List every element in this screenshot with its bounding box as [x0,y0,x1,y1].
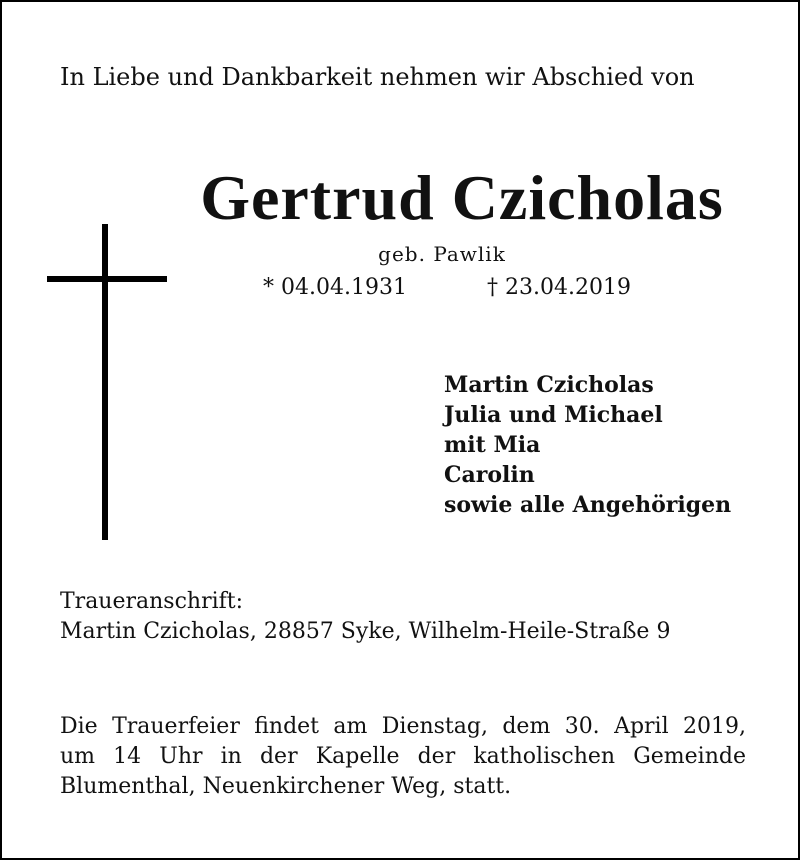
funeral-service-info [60,712,746,802]
service-line: um 14 Uhr in der Kapelle der katholischen Gemeinde [60,744,746,769]
cross-icon [47,224,167,540]
mourner-entry: sowie alle Angehörigen [444,492,732,518]
mourners-list [444,370,774,520]
address-line: Martin Czicholas, 28857 Syke, Wilhelm-Heile-Straße 9 [60,619,671,644]
mourner-entry: Julia und Michael [444,402,663,428]
intro-text: In Liebe und Dankbarkeit nehmen wir Abschied von [60,63,695,91]
mourner-entry: Carolin [444,462,535,488]
deceased-name: Gertrud Czicholas [200,162,724,233]
death-date: † 23.04.2019 [487,275,631,300]
service-line: Blumenthal, Neuenkirchener Weg, statt. [60,774,512,799]
mourner-entry: Martin Czicholas [444,372,654,398]
cross-horizontal-bar [47,276,167,282]
service-line: Die Trauerfeier findet am Dienstag, dem 30. April 2019, [60,714,746,739]
address-label: Traueranschrift: [60,589,244,614]
mourner-entry: mit Mia [444,432,541,458]
maiden-name: geb. Pawlik [378,242,506,266]
mourning-address [60,587,760,647]
birth-date: * 04.04.1931 [263,275,407,300]
cross-vertical-bar [102,224,108,540]
